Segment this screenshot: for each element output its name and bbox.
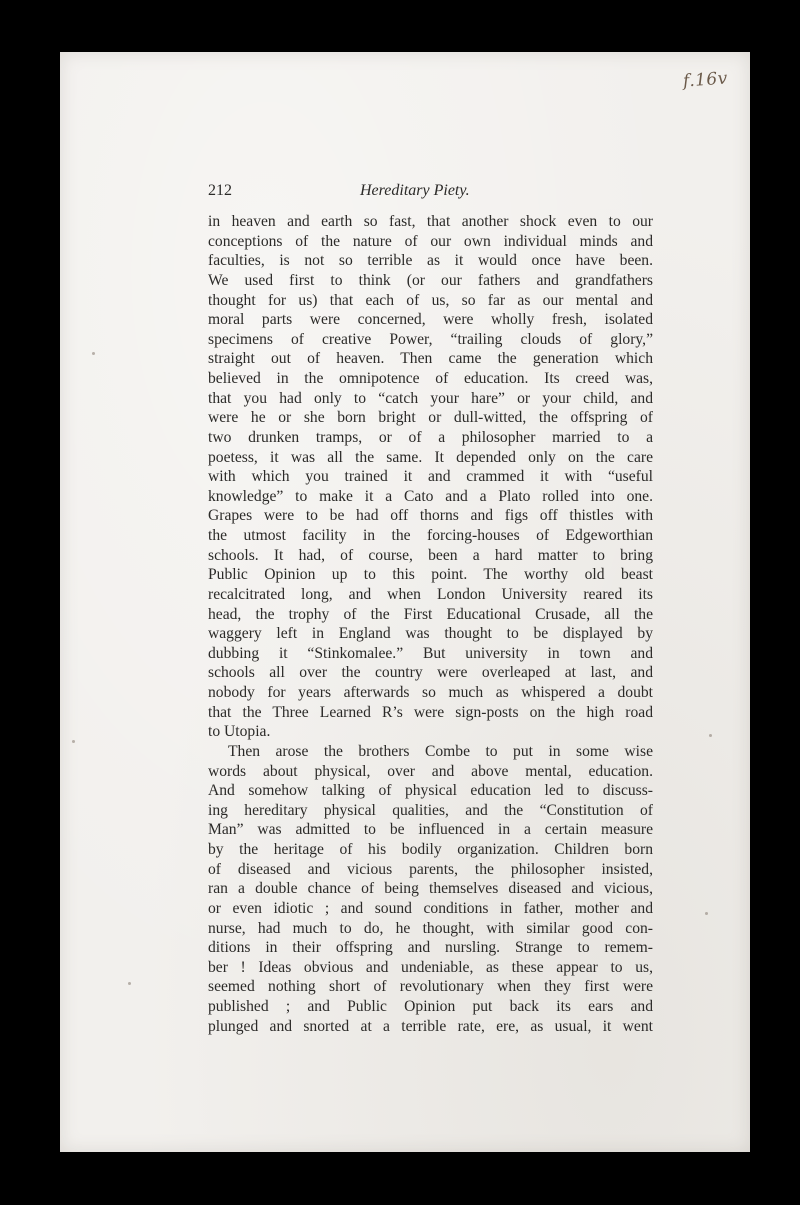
- paragraph-1: [208, 212, 653, 742]
- text-line: conceptions of the nature of our own individual minds and: [208, 232, 653, 250]
- paper-speck: [705, 912, 708, 915]
- text-line: And somehow talking of physical education led to discuss-: [208, 782, 653, 800]
- paper-speck: [709, 734, 712, 737]
- text-line: the utmost facility in the forcing-houses of Edgeworthian: [208, 527, 653, 544]
- text-line: poetess, it was all the same. It depended only on the care: [208, 448, 653, 466]
- text-line: two drunken tramps, or of a philosopher married to a: [208, 428, 653, 446]
- text-line: believed in the omnipotence of education. Its creed was,: [208, 370, 653, 387]
- text-line: Then arose the brothers Combe to put in some wise: [228, 742, 653, 760]
- paper-speck: [72, 740, 75, 743]
- text-line: thought for us) that each of us, so far as our mental and: [208, 291, 653, 309]
- text-line: ber ! Ideas obvious and undeniable, as these appear to us,: [208, 958, 653, 976]
- text-line: We used first to think (or our fathers and grandfathers: [208, 271, 653, 289]
- book-page: [60, 52, 750, 1152]
- page-number: 212: [208, 182, 232, 199]
- text-line: waggery left in England was thought to be displayed by: [208, 625, 653, 643]
- text-line: to Utopia.: [208, 723, 271, 741]
- text-line: ran a double chance of being themselves diseased and vicious,: [208, 880, 653, 898]
- text-line: of diseased and vicious parents, the philosopher insisted,: [208, 860, 653, 878]
- text-line: Man” was admitted to be influenced in a certain measure: [208, 821, 653, 839]
- paragraph-2: [208, 742, 653, 1036]
- text-line: plunged and snorted at a terrible rate, ere, as usual, it went: [208, 1017, 653, 1035]
- text-line: with which you trained it and crammed it with “useful: [208, 468, 653, 486]
- handwritten-folio-mark: f.16v: [682, 68, 729, 92]
- text-line: moral parts were concerned, were wholly fresh, isolated: [208, 311, 653, 329]
- text-line: Public Opinion up to this point. The worthy old beast: [208, 566, 653, 584]
- text-line: or even idiotic ; and sound conditions in father, mother and: [208, 899, 653, 917]
- text-line: words about physical, over and above mental, education.: [208, 762, 653, 780]
- running-head-title: Hereditary Piety.: [360, 182, 470, 199]
- text-line: straight out of heaven. Then came the generation which: [208, 350, 653, 368]
- text-line: schools all over the country were overleaped at last, and: [208, 664, 653, 682]
- text-line: in heaven and earth so fast, that another shock even to our: [208, 213, 653, 230]
- text-line: dubbing it “Stinkomalee.” But university in town and: [208, 644, 653, 662]
- text-line: nurse, had much to do, he thought, with similar good con-: [208, 919, 653, 937]
- text-line: specimens of creative Power, “trailing clouds of glory,”: [208, 330, 653, 348]
- text-line: faculties, is not so terrible as it would once have been.: [208, 252, 653, 270]
- running-head: [208, 182, 653, 204]
- text-line: published ; and Public Opinion put back its ears and: [208, 998, 653, 1015]
- text-line: schools. It had, of course, been a hard matter to bring: [208, 546, 653, 564]
- text-line: that the Three Learned R’s were sign-posts on the high road: [208, 703, 653, 721]
- text-line: nobody for years afterwards so much as whispered a doubt: [208, 684, 653, 701]
- text-line: recalcitrated long, and when London University reared its: [208, 585, 653, 603]
- text-line: head, the trophy of the First Educational Crusade, all the: [208, 605, 653, 623]
- text-line: knowledge” to make it a Cato and a Plato rolled into one.: [208, 487, 653, 505]
- paper-speck: [128, 982, 131, 985]
- body-text: [208, 212, 653, 1036]
- text-line: were he or she born bright or dull-witted, the offspring of: [208, 409, 653, 427]
- paper-speck: [92, 352, 95, 355]
- text-line: ditions in their offspring and nursling. Strange to remem-: [208, 939, 653, 957]
- text-line: that you had only to “catch your hare” or your child, and: [208, 389, 653, 407]
- text-line: by the heritage of his bodily organization. Children born: [208, 841, 653, 858]
- text-line: seemed nothing short of revolutionary when they first were: [208, 978, 653, 996]
- text-line: ing hereditary physical qualities, and the “Constitution of: [208, 801, 653, 819]
- text-line: Grapes were to be had off thorns and figs off thistles with: [208, 507, 653, 525]
